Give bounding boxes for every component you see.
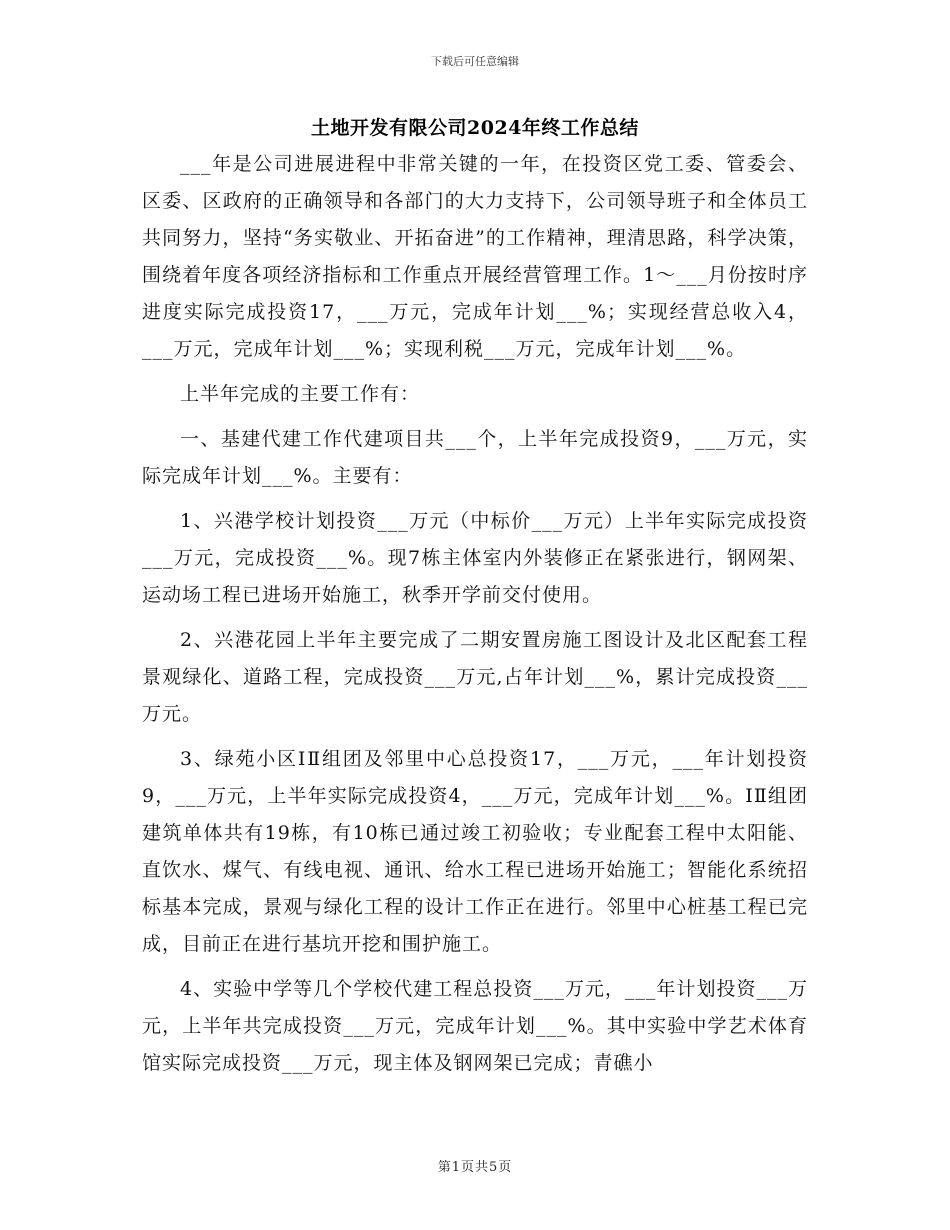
- paragraph-intro: ___年是公司进展进程中非常关键的一年，在投资区党工委、管委会、区委、区政府的正确领导和各部门的大力支持下，公司领导班子和全体员工共同努力，坚持“务实敬业、开拓奋进”的工作精神，理清思路，科学决策，围绕着年度各项经济指标和工作重点开展经营管理工作。1～___月份按时序进度实际完成投资17，___万元，完成年计划___%；实现经营总收入4，___万元，完成年计划___%；实现利税___万元，完成年计划___%。: [142, 153, 808, 360]
- document-title: 土地开发有限公司2024年终工作总结: [311, 117, 639, 139]
- header-note: 下载后可任意编辑: [431, 55, 519, 68]
- document-body: [142, 146, 808, 1090]
- paragraph-main-work-heading: 上半年完成的主要工作有：: [180, 383, 421, 405]
- paragraph-item-1: 1、兴港学校计划投资___万元（中标价___万元）上半年实际完成投资___万元，完成投资___%。现7栋主体室内外装修正在紧张进行，钢网架、运动场工程已进场开始施工，秋季开学前交付使用。: [142, 510, 808, 606]
- paragraph-item-4: 4、实验中学等几个学校代建工程总投资___万元，___年计划投资___万元，上半年共完成投资___万元，完成年计划___%。其中实验中学艺术体育馆实际完成投资___万元，现主体及钢网架已完成；青礁小: [142, 978, 808, 1074]
- paragraph-item-3: 3、绿苑小区ⅠⅡ组团及邻里中心总投资17，___万元，___年计划投资9，___万元，上半年实际完成投资4，___万元，完成年计划___%。ⅠⅡ组团建筑单体共有19栋，有10栋已通过竣工初验收；专业配套工程中太阳能、直饮水、煤气、有线电视、通讯、给水工程已进场开始施工；智能化系统招标基本完成，景观与绿化工程的设计工作正在进行。邻里中心桩基工程已完成，目前正在进行基坑开挖和围护施工。: [142, 748, 808, 955]
- paragraph-item-2: 2、兴港花园上半年主要完成了二期安置房施工图设计及北区配套工程景观绿化、道路工程，完成投资___万元,占年计划___%，累计完成投资___万元。: [142, 629, 808, 725]
- paragraph-section-one: 一、基建代建工作代建项目共___个，上半年完成投资9，___万元，实际完成年计划___%。主要有：: [142, 428, 808, 487]
- page-number: 第1页共5页: [437, 1160, 513, 1175]
